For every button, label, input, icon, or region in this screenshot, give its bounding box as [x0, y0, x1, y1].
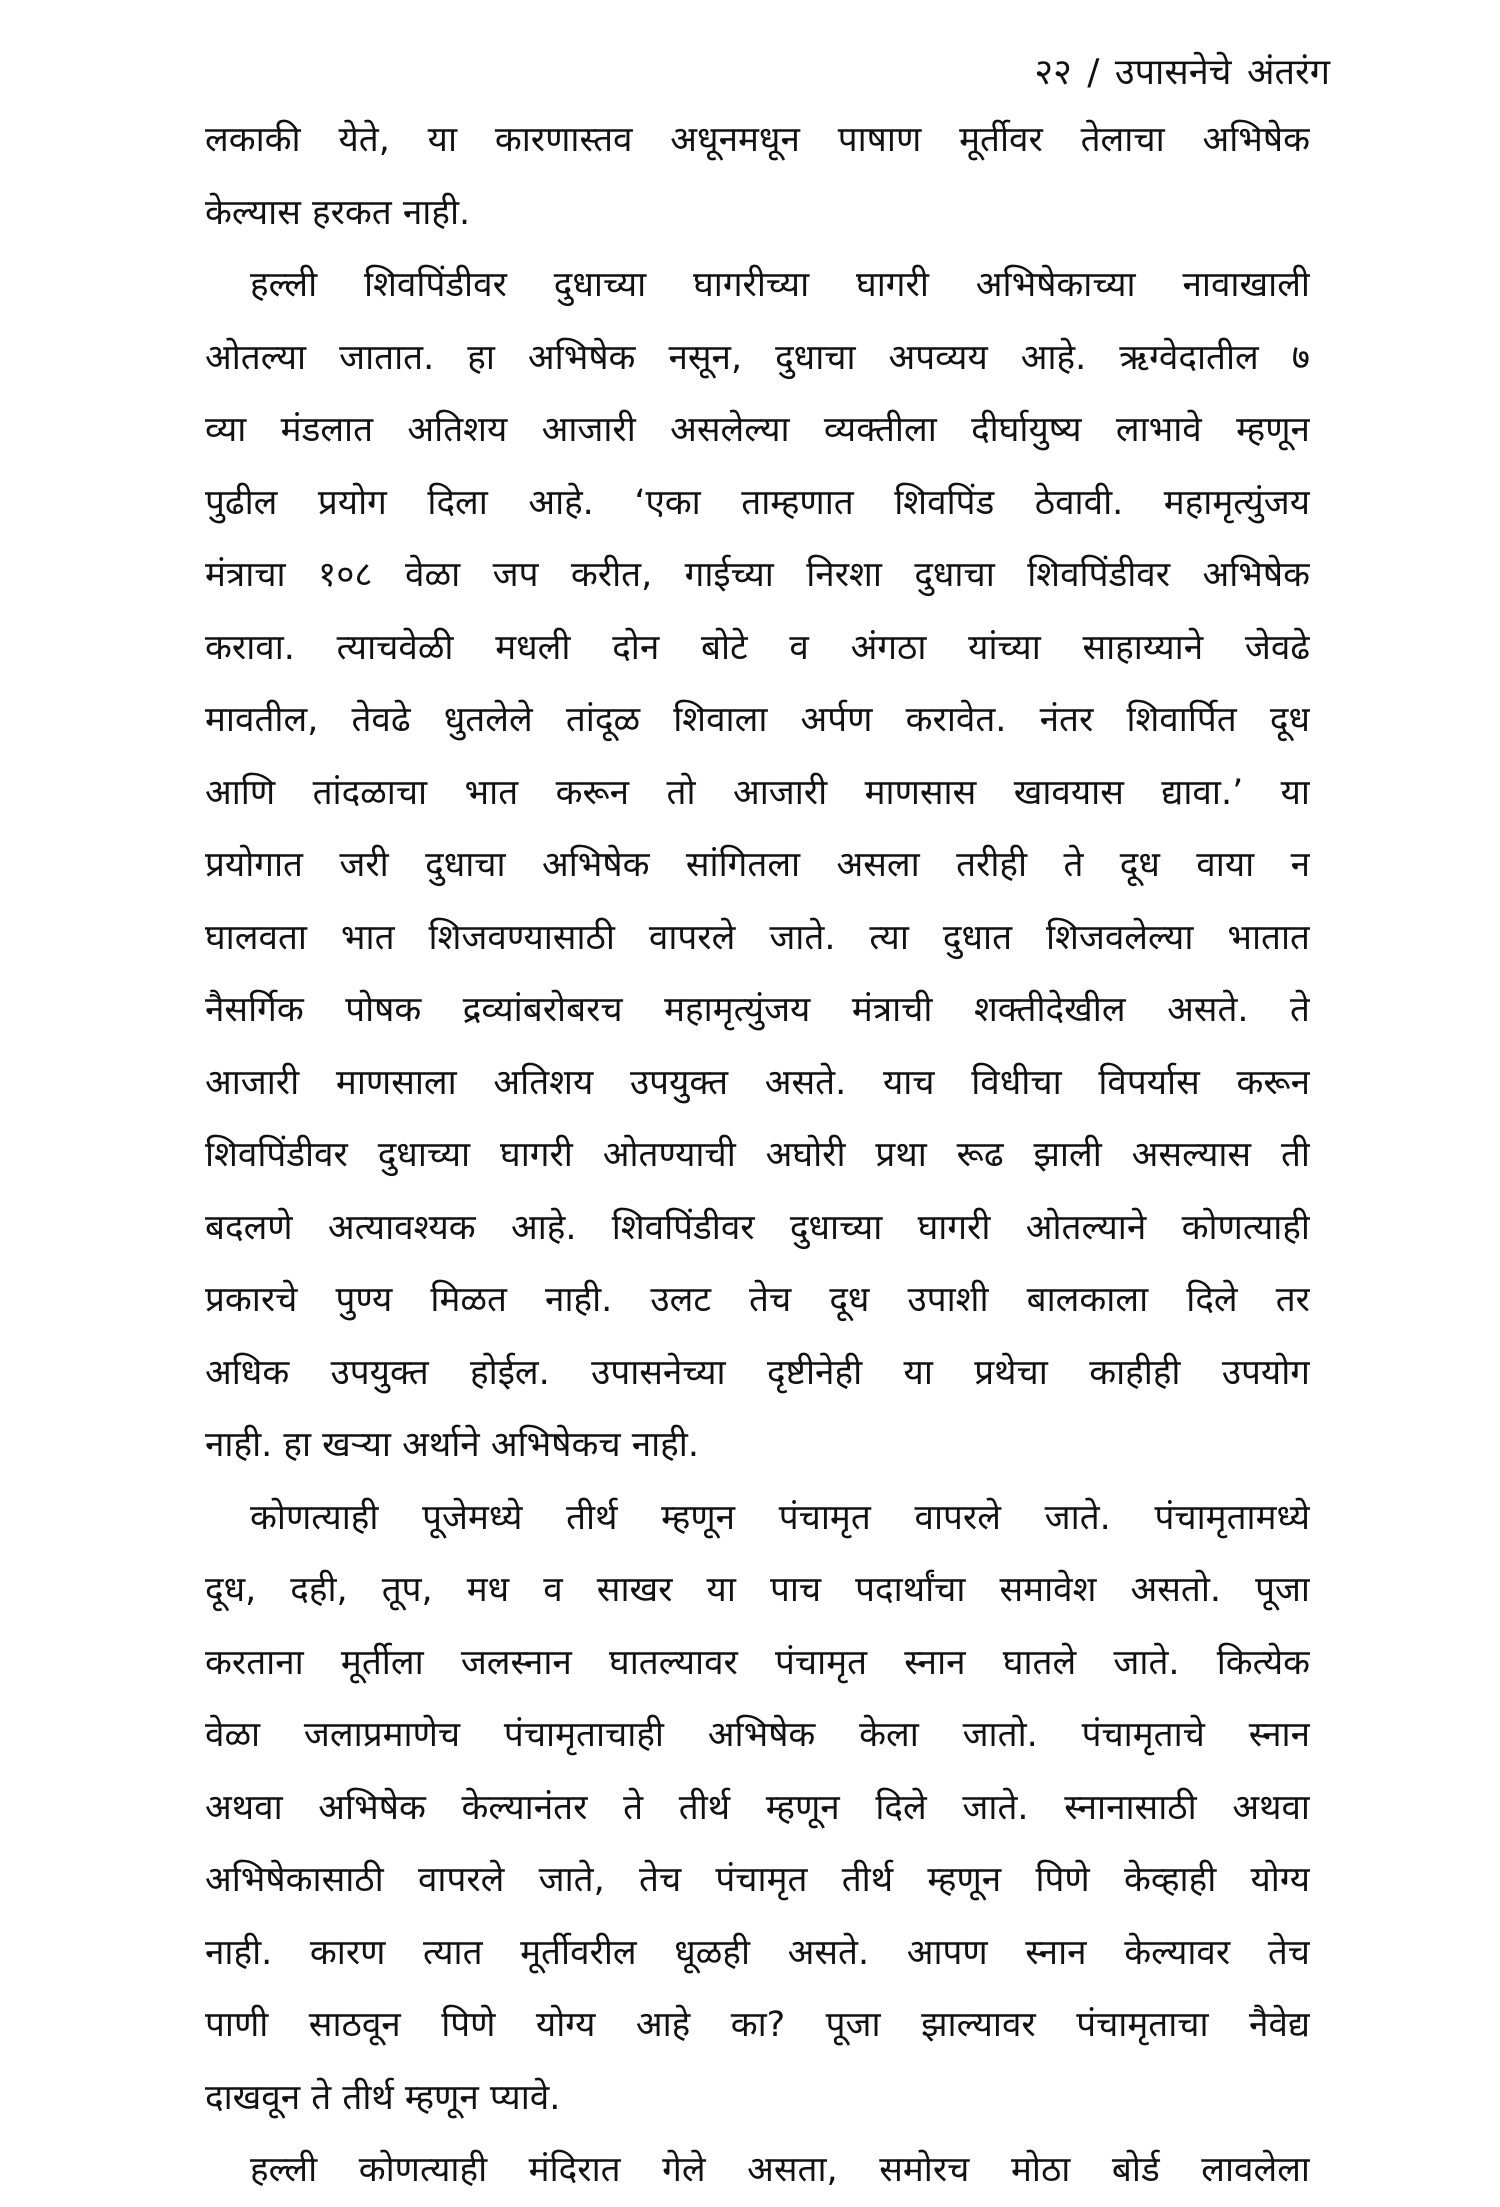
running-header: [1034, 48, 1330, 98]
text-line: अभिषेकासाठी वापरले जाते, तेच पंचामृत तीर्थ म्हणून पिणे केव्हाही योग्य: [205, 1860, 1310, 1900]
paragraph-start-line: कोणत्याही पूजेमध्ये तीर्थ म्हणून पंचामृत वापरले जाते. पंचामृतामध्ये: [250, 1497, 1310, 1538]
text-line: आणि तांदळाचा भात करून तो आजारी माणसास खावयास द्यावा.’ या: [205, 772, 1310, 813]
text-line: अथवा अभिषेक केल्यानंतर ते तीर्थ म्हणून दिले जाते. स्नानासाठी अथवा: [205, 1787, 1310, 1828]
text-line: प्रयोगात जरी दुधाचा अभिषेक सांगितला असला तरीही ते दूध वाया न: [205, 845, 1310, 885]
text-line: प्रकारचे पुण्य मिळत नाही. उलट तेच दूध उपाशी बालकाला दिले तर: [205, 1280, 1310, 1320]
book-title: उपासनेचे अंतरंग: [1114, 52, 1330, 93]
text-line: करावा. त्याचवेळी मधली दोन बोटे व अंगठा यांच्या साहाय्याने जेवढे: [205, 627, 1310, 668]
text-line: आजारी माणसाला अतिशय उपयुक्त असते. याच विधीचा विपर्यास करून: [205, 1062, 1310, 1103]
text-line: दूध, दही, तूप, मध व साखर या पाच पदार्थांचा समावेश असतो. पूजा: [205, 1570, 1310, 1610]
text-line: नाही. हा खऱ्या अर्थाने अभिषेकच नाही.: [205, 1425, 699, 1465]
text-line: मावतील, तेवढे धुतलेले तांदूळ शिवाला अर्पण करावेत. नंतर शिवार्पित दूध: [205, 700, 1310, 740]
text-line: व्या मंडलात अतिशय आजारी असलेल्या व्यक्तीला दीर्घायुष्य लाभावे म्हणून: [205, 410, 1310, 450]
text-line: मंत्राचा १०८ वेळा जप करीत, गाईच्या निरशा दुधाचा शिवपिंडीवर अभिषेक: [205, 555, 1310, 595]
paragraph-start-line: हल्ली शिवपिंडीवर दुधाच्या घागरीच्या घागरी अभिषेकाच्या नावाखाली: [250, 265, 1310, 305]
text-line: घालवता भात शिजवण्यासाठी वापरले जाते. त्या दुधात शिजवलेल्या भातात: [205, 917, 1310, 958]
text-line: नाही. कारण त्यात मूर्तीवरील धूळही असते. आपण स्नान केल्यावर तेच: [205, 1932, 1310, 1973]
paragraph-start-line: हल्ली कोणत्याही मंदिरात गेले असता, समोरच मोठा बोर्ड लावलेला: [250, 2150, 1310, 2190]
text-line: अधिक उपयुक्त होईल. उपासनेच्या दृष्टीनेही या प्रथेचा काहीही उपयोग: [205, 1352, 1310, 1393]
text-line: ओतल्या जातात. हा अभिषेक नसून, दुधाचा अपव्यय आहे. ऋग्वेदातील ७: [205, 337, 1310, 378]
text-line: पाणी साठवून पिणे योग्य आहे का? पूजा झाल्यावर पंचामृताचा नैवेद्य: [205, 2005, 1310, 2045]
header-separator: /: [1087, 52, 1100, 93]
text-line: पुढील प्रयोग दिला आहे. ‘एका ताम्हणात शिवपिंड ठेवावी. महामृत्युंजय: [205, 482, 1310, 523]
text-line: केल्यास हरकत नाही.: [205, 192, 471, 233]
text-line: वेळा जलाप्रमाणेच पंचामृताचाही अभिषेक केला जातो. पंचामृताचे स्नान: [205, 1715, 1310, 1755]
text-line: लकाकी येते, या कारणास्तव अधूनमधून पाषाण मूर्तीवर तेलाचा अभिषेक: [205, 120, 1310, 160]
page-number: २२: [1034, 52, 1072, 93]
text-line: करताना मूर्तीला जलस्नान घातल्यावर पंचामृत स्नान घातले जाते. कित्येक: [205, 1642, 1310, 1683]
body-text: [205, 104, 1310, 2207]
text-line: दाखवून ते तीर्थ म्हणून प्यावे.: [205, 2077, 561, 2118]
text-line: नैसर्गिक पोषक द्रव्यांबरोबरच महामृत्युंजय मंत्राची शक्तीदेखील असते. ते: [205, 990, 1310, 1030]
text-line: शिवपिंडीवर दुधाच्या घागरी ओतण्याची अघोरी प्रथा रूढ झाली असल्यास ती: [205, 1135, 1310, 1175]
text-line: बदलणे अत्यावश्यक आहे. शिवपिंडीवर दुधाच्या घागरी ओतल्याने कोणत्याही: [205, 1207, 1310, 1248]
